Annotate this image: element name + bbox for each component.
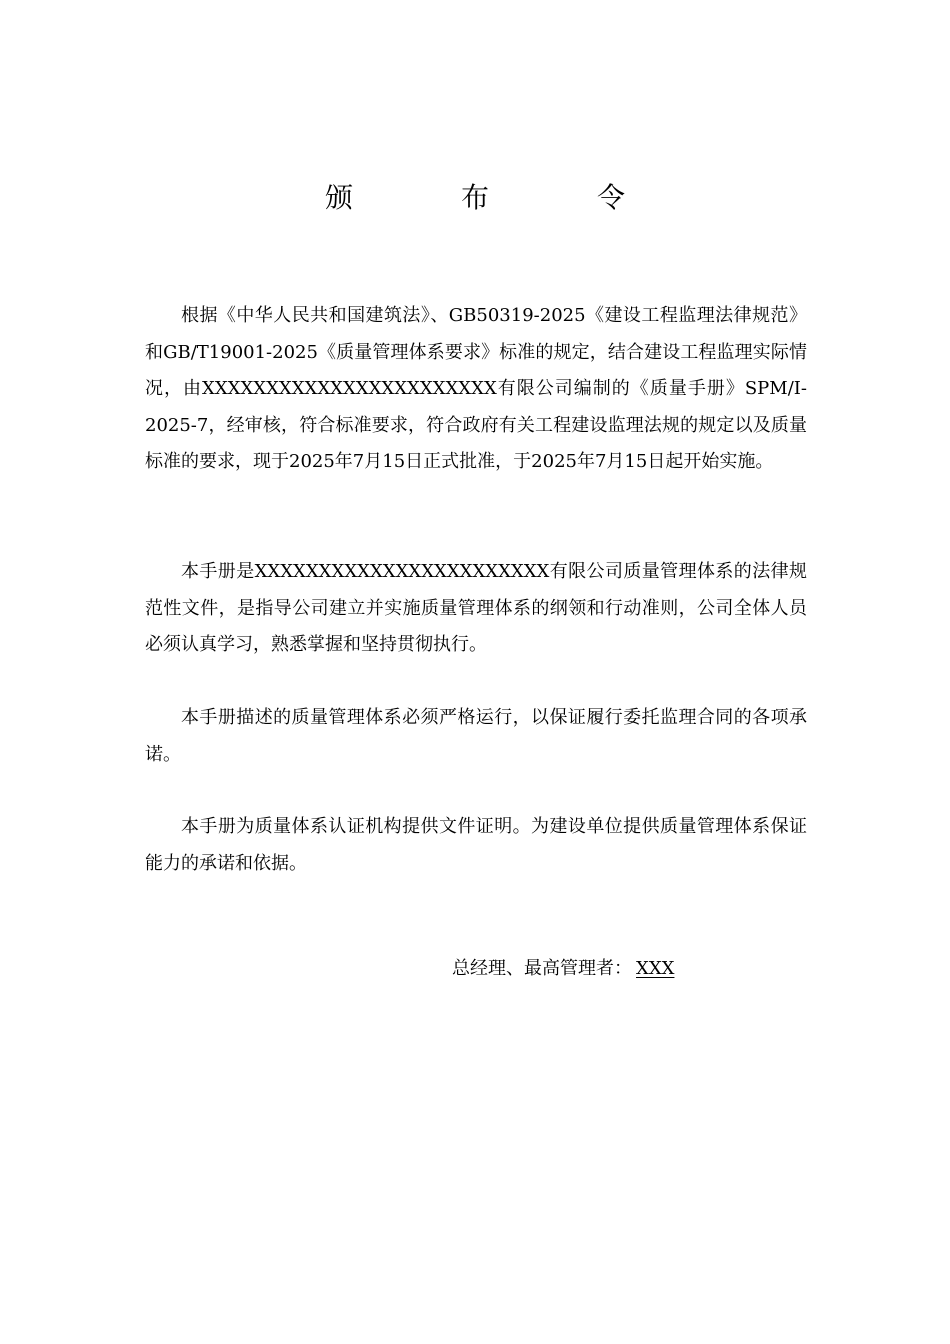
signature-name: XXX (636, 958, 675, 979)
signature-label: 总经理、最高管理者： (452, 958, 632, 979)
paragraph-manual-purpose: 本手册是XXXXXXXXXXXXXXXXXXXXXXX有限公司质量管理体系的法律规范性文件，是指导公司建立并实施质量管理体系的纲领和行动准则，公司全体人员必须认真学习，熟悉掌握和坚持贯彻执行。 (145, 561, 807, 655)
signature-line (452, 954, 678, 984)
paragraph-legal-basis: 根据《中华人民共和国建筑法》、GB50319-2025《建设工程监理法律规范》和GB/T19001-2025《质量管理体系要求》标准的规定，结合建设工程监理实际情况，由XXXXXXXXXXXXXXXXXXXXXXX有限公司编制的《质量手册》SPM/I-2025-7，经审核，符合标准要求，符合政府有关工程建设监理法规的规定以及质量标准的要求，现于2025年7月15日正式批准，于2025年7月15日起开始实施。 (145, 305, 807, 472)
paragraph-certification-proof: 本手册为质量体系认证机构提供文件证明。为建设单位提供质量管理体系保证能力的承诺和依据。 (145, 816, 807, 874)
page-title: 颁 布 令 (324, 181, 665, 214)
paragraph-strict-operation: 本手册描述的质量管理体系必须严格运行，以保证履行委托监理合同的各项承诺。 (145, 707, 807, 765)
